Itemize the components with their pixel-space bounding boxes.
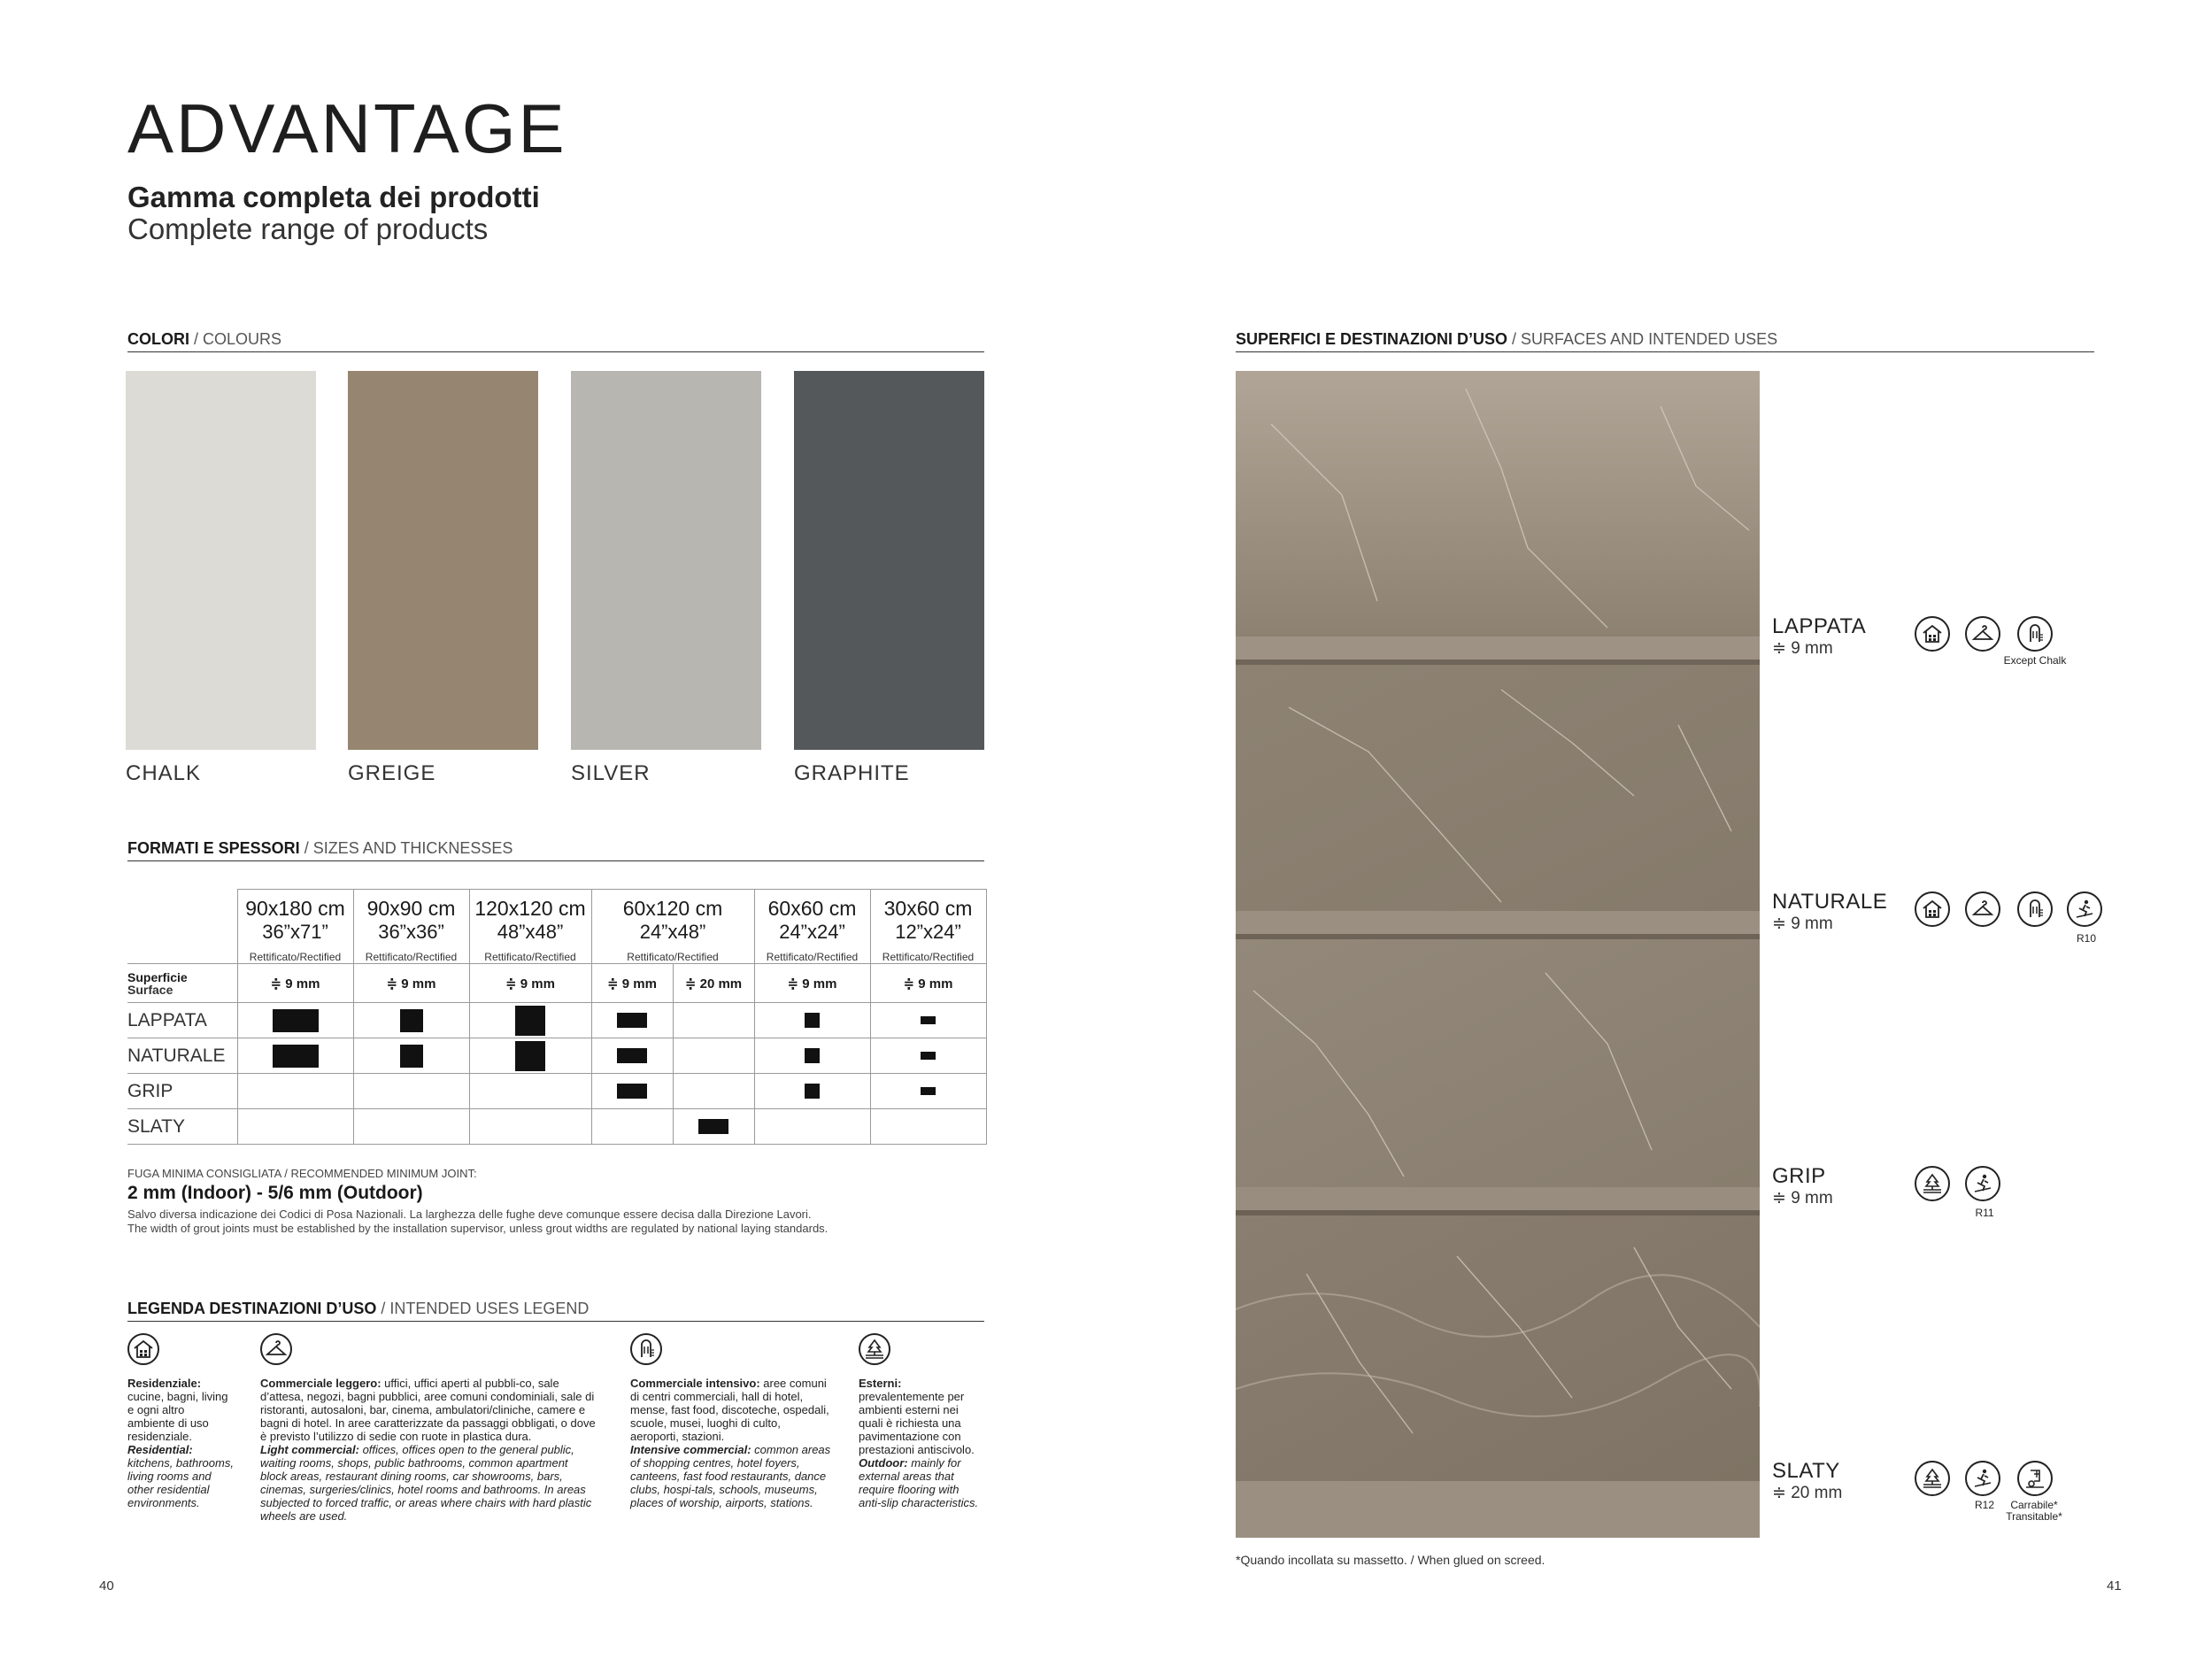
anti-slip-icon (2067, 891, 2102, 927)
availability-mark (400, 1045, 423, 1068)
row-label: NATURALE (127, 1038, 237, 1074)
legend-heading (127, 1300, 984, 1322)
size-inch: 36”x36” (378, 921, 444, 943)
note-r11: R11 (1975, 1207, 1994, 1219)
note-except-chalk: Except Chalk (2003, 654, 2067, 667)
note-carrabile: Carrabile* Transitable* (2006, 1499, 2062, 1523)
surface-label-en: Surface (127, 982, 173, 997)
surface-name-slaty: SLATY (1772, 1459, 1840, 1483)
intensive-commercial-icon (2017, 616, 2053, 652)
size-inch: 36”x71” (262, 921, 328, 943)
size-col-120x120 (469, 890, 591, 964)
avail-cell (237, 1003, 353, 1038)
joint-value: 2 mm (Indoor) - 5/6 mm (Outdoor) (127, 1183, 423, 1203)
surface-label-it: Superficie (127, 969, 188, 984)
availability-mark (273, 1009, 319, 1032)
size-col-60x60 (754, 890, 870, 964)
intensive-commercial-icon (2017, 891, 2053, 927)
size-inch: 48”x48” (497, 921, 564, 943)
row-label: SLATY (127, 1109, 237, 1145)
avail-cell (469, 1109, 591, 1145)
swatch-name-chalk: CHALK (126, 761, 202, 785)
legend-heading-it: LEGENDA DESTINAZIONI D’USO (127, 1300, 377, 1317)
avail-cell (237, 1074, 353, 1109)
avail-cell (870, 1074, 986, 1109)
thickness-cell: ≑ 9 mm (870, 964, 986, 1003)
intensive-commercial-icon (630, 1333, 662, 1365)
size-note: Rettificato/Rectified (627, 951, 719, 963)
size-note: Rettificato/Rectified (882, 951, 975, 963)
light-text-en: offices, offices open to the general public, waiting rooms, shops, public bathrooms, common apartment block areas, restaurant dining rooms, car showrooms, bars, cinemas, surgeries/clinics, hotel rooms and bathrooms. In areas subjected to forced traffic, or areas where chairs with hard plastic wheels are used. (260, 1443, 592, 1523)
swatch-graphite (794, 371, 984, 750)
size-col-90x90 (353, 890, 469, 964)
availability-mark (921, 1016, 936, 1024)
avail-cell (673, 1003, 754, 1038)
avail-cell (754, 1003, 870, 1038)
thickness-cell: ≑ 9 mm (353, 964, 469, 1003)
light-commercial-icon (260, 1333, 292, 1365)
sizes-header-row (127, 890, 986, 964)
avail-cell (469, 1074, 591, 1109)
anti-slip-icon (1965, 1166, 2000, 1201)
page-number-left: 40 (99, 1578, 114, 1593)
size-col-30x60 (870, 890, 986, 964)
avail-cell (591, 1074, 673, 1109)
joint-note-en: The width of grout joints must be established by the installation supervisor, unless grout widths are regulated by national laying standards. (127, 1222, 829, 1235)
footnote: *Quando incollata su massetto. / When glued on screed. (1236, 1553, 1545, 1567)
avail-cell (754, 1038, 870, 1074)
size-col-60x120 (591, 890, 754, 964)
thickness-cell: ≑ 9 mm (469, 964, 591, 1003)
availability-mark (805, 1013, 820, 1028)
swatch-name-silver: SILVER (571, 761, 651, 785)
avail-cell (591, 1109, 673, 1145)
swatch-silver (571, 371, 761, 750)
outdoor-title-it: Esterni: (859, 1377, 902, 1390)
outdoor-title-en: Outdoor: (859, 1456, 908, 1470)
surface-name-grip: GRIP (1772, 1164, 1826, 1188)
light-text-it: uffici, uffici aperti al pubbli-co, sale d’attesa, negozi, bagni pubblici, aree comuni condominiali, sale di ristoranti, autosaloni, bar, cinema, ambulatori/cliniche, camere e bagni di hotel. In aree caratterizzate da passaggi obbligati, o dove è previsto l’utilizzo di sedie con ruote in plastica dura. (260, 1377, 596, 1443)
surfaces-heading (1236, 330, 2094, 352)
avail-cell (870, 1003, 986, 1038)
avail-cell (469, 1038, 591, 1074)
availability-mark (400, 1009, 423, 1032)
outdoor-icon (1915, 1461, 1950, 1496)
availability-mark (921, 1052, 936, 1060)
outdoor-icon (859, 1333, 890, 1365)
table-row-slaty (127, 1109, 986, 1145)
light-title-en: Light commercial: (260, 1443, 359, 1456)
table-row-lappata (127, 1003, 986, 1038)
avail-cell (673, 1109, 754, 1145)
light-commercial-icon (1965, 891, 2000, 927)
residential-title-en: Residential: (127, 1443, 193, 1456)
colours-heading-en: / COLOURS (189, 330, 282, 348)
surface-label (127, 964, 237, 1003)
surfaces-heading-it: SUPERFICI E DESTINAZIONI D’USO (1236, 330, 1508, 348)
intensive-title-en: Intensive commercial: (630, 1443, 751, 1456)
sizes-table (127, 889, 987, 1145)
light-title-it: Commerciale leggero: (260, 1377, 382, 1390)
surfaces-heading-en: / SURFACES AND INTENDED USES (1507, 330, 1778, 348)
table-corner (127, 890, 237, 964)
size-cm: 30x60 cm (883, 897, 973, 920)
surface-name-naturale: NATURALE (1772, 890, 1888, 914)
avail-cell (237, 1038, 353, 1074)
surfaces-photo (1236, 371, 1760, 1538)
residential-icon (1915, 891, 1950, 927)
thickness-cell: ≑ 20 mm (673, 964, 754, 1003)
row-label: LAPPATA (127, 1003, 237, 1038)
size-note: Rettificato/Rectified (766, 951, 859, 963)
availability-mark (698, 1119, 728, 1134)
note-r12: R12 (1974, 1499, 1994, 1511)
swatch-name-graphite: GRAPHITE (794, 761, 910, 785)
subtitle-en: Complete range of products (127, 212, 489, 245)
availability-mark (805, 1048, 820, 1063)
avail-cell (591, 1003, 673, 1038)
availability-mark (617, 1084, 647, 1099)
size-col-90x180 (237, 890, 353, 964)
avail-cell (353, 1003, 469, 1038)
intensive-text-en: common areas of shopping centres, hotel foyers, canteens, fast food restaurants, dance clubs, hospi-tals, schools, museums, places of worship, airports, stations. (630, 1443, 831, 1509)
surface-thickness-grip: ≑ 9 mm (1772, 1189, 1833, 1208)
avail-cell (591, 1038, 673, 1074)
surface-thickness-naturale: ≑ 9 mm (1772, 914, 1833, 933)
residential-text-en: kitchens, bathrooms, living rooms and other residential environments. (127, 1456, 234, 1509)
avail-cell (353, 1074, 469, 1109)
legend-heading-en: / INTENDED USES LEGEND (376, 1300, 590, 1317)
availability-mark (805, 1084, 820, 1099)
avail-cell (870, 1109, 986, 1145)
residential-title-it: Residenziale: (127, 1377, 202, 1390)
driveway-icon (2017, 1461, 2053, 1496)
size-note: Rettificato/Rectified (484, 951, 576, 963)
availability-mark (617, 1048, 647, 1063)
thickness-row (127, 964, 986, 1003)
table-row-grip (127, 1074, 986, 1109)
sizes-heading-it: FORMATI E SPESSORI (127, 839, 300, 857)
avail-cell (673, 1074, 754, 1109)
size-cm: 90x180 cm (245, 897, 345, 920)
outdoor-icon (1915, 1166, 1950, 1201)
sizes-heading (127, 839, 984, 861)
availability-mark (515, 1041, 545, 1071)
residential-icon (127, 1333, 159, 1365)
sizes-heading-en: / SIZES AND THICKNESSES (299, 839, 513, 857)
thickness-cell: ≑ 9 mm (754, 964, 870, 1003)
avail-cell (353, 1109, 469, 1145)
thickness-cell: ≑ 9 mm (591, 964, 673, 1003)
page-number-right: 41 (2107, 1578, 2122, 1593)
surface-thickness-lappata: ≑ 9 mm (1772, 639, 1833, 658)
anti-slip-icon (1965, 1461, 2000, 1496)
intensive-text-it: aree comuni di centri commerciali, hall di hotel, mense, fast food, discoteche, ospedali, scuole, musei, luoghi di culto, aeroporti, stazioni. (630, 1377, 829, 1443)
size-inch: 12”x24” (895, 921, 961, 943)
legend-residential (127, 1377, 234, 1509)
availability-mark (617, 1013, 647, 1028)
note-r10: R10 (2076, 932, 2096, 945)
outdoor-text-en: mainly for external areas that require flooring with anti-slip characteristics. (859, 1456, 979, 1509)
size-cm: 60x60 cm (767, 897, 857, 920)
avail-cell (754, 1109, 870, 1145)
avail-cell (237, 1109, 353, 1145)
avail-cell (754, 1074, 870, 1109)
size-cm: 60x120 cm (622, 897, 723, 920)
subtitle-it: Gamma completa dei prodotti (127, 181, 540, 213)
swatch-chalk (126, 371, 316, 750)
avail-cell (469, 1003, 591, 1038)
row-label: GRIP (127, 1074, 237, 1109)
legend-outdoor (859, 1377, 983, 1509)
surface-name-lappata: LAPPATA (1772, 614, 1867, 638)
joint-label: FUGA MINIMA CONSIGLIATA / RECOMMENDED MINIMUM JOINT: (127, 1167, 477, 1180)
thickness-cell: ≑ 9 mm (237, 964, 353, 1003)
availability-mark (273, 1045, 319, 1068)
joint-note (127, 1208, 1013, 1236)
avail-cell (353, 1038, 469, 1074)
size-cm: 120x120 cm (474, 897, 586, 920)
size-cm: 90x90 cm (366, 897, 456, 920)
outdoor-text-it: prevalentemente per ambienti esterni nei quali è richiesta una pavimentazione con prestazioni antiscivolo. (859, 1390, 975, 1456)
colours-heading (127, 330, 984, 352)
availability-mark (515, 1006, 545, 1036)
intensive-title-it: Commerciale intensivo: (630, 1377, 760, 1390)
joint-note-it: Salvo diversa indicazione dei Codici di Posa Nazionali. La larghezza delle fughe deve comunque essere decisa dalla Direzione Lavori. (127, 1208, 812, 1221)
size-inch: 24”x24” (779, 921, 845, 943)
residential-text-it: cucine, bagni, living e ogni altro ambiente di uso residenziale. (127, 1390, 228, 1443)
avail-cell (673, 1038, 754, 1074)
surface-thickness-slaty: ≑ 20 mm (1772, 1484, 1843, 1502)
avail-cell (870, 1038, 986, 1074)
light-commercial-icon (1965, 616, 2000, 652)
legend-intensive-commercial (630, 1377, 832, 1509)
swatch-name-greige: GREIGE (348, 761, 436, 785)
availability-mark (921, 1087, 936, 1095)
size-inch: 24”x48” (639, 921, 706, 943)
size-note: Rettificato/Rectified (249, 951, 342, 963)
table-row-naturale (127, 1038, 986, 1074)
legend-light-commercial (260, 1377, 597, 1523)
residential-icon (1915, 616, 1950, 652)
swatch-greige (348, 371, 538, 750)
brand-title: ADVANTAGE (127, 89, 567, 167)
size-note: Rettificato/Rectified (365, 951, 458, 963)
colours-heading-it: COLORI (127, 330, 189, 348)
